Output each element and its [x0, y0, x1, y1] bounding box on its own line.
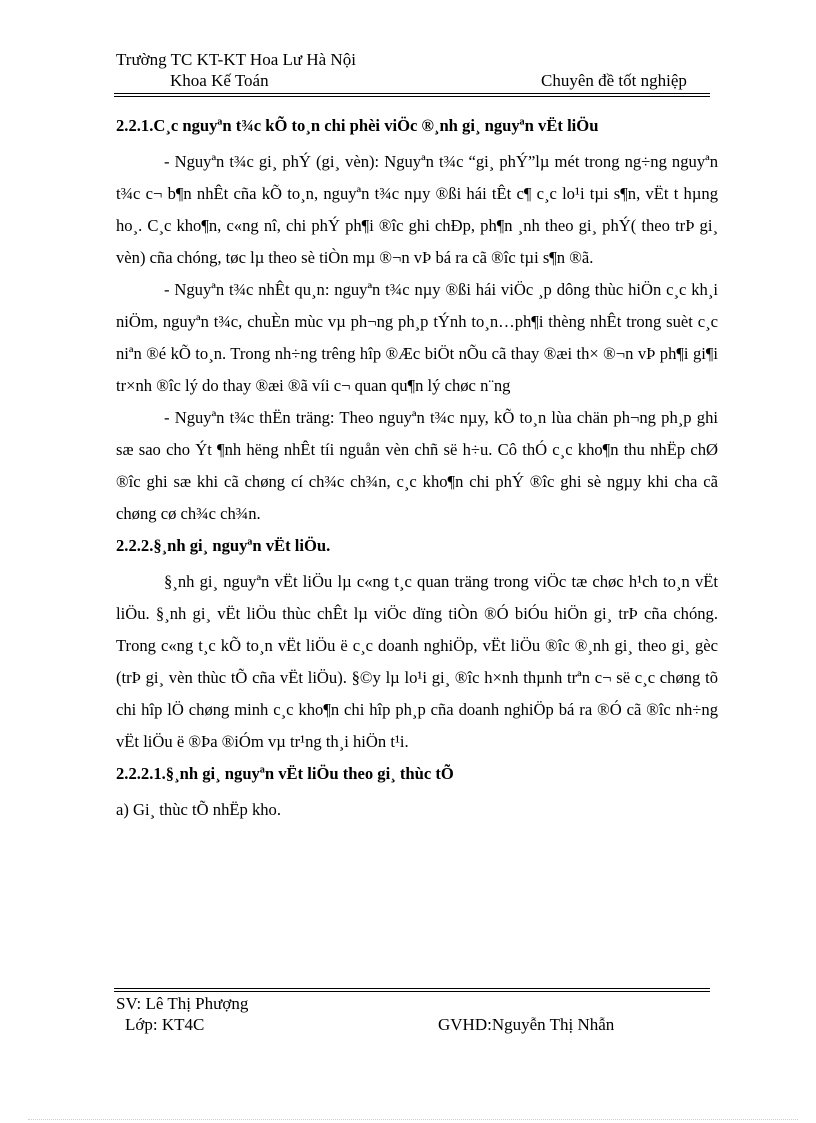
department-name: Khoa Kế Toán: [170, 71, 269, 90]
section-heading: 2.2.2.§¸nh gi¸ nguyªn vËt liÖu.: [116, 536, 331, 555]
page-body: [116, 110, 718, 826]
subsection-heading: 2.2.2.1.§¸nh gi¸ nguyªn vËt liÖu theo gi¸ thùc tÕ: [116, 764, 454, 783]
school-name: Trường TC KT-KT Hoa Lư Hà Nội: [116, 50, 356, 69]
paragraph: - Nguyªn t¾c thËn träng: Theo nguyªn t¾c nµy, kÕ to¸n lùa chän ph¬ng ph¸p ghi sæ sao cho Ýt ¶nh hëng nhÊt tíi nguån vèn chñ së h÷u. Cô thÓ c¸c kho¶n thu nhËp chØ ®îc ghi sæ khi cã chøng cí ch¾c ch¾n, c¸c kho¶n chi phÝ ®îc ghi sè ngµy khi cha cã chøng cø ch¾c ch¾n.: [116, 408, 718, 523]
paragraph: §¸nh gi¸ nguyªn vËt liÖu lµ c«ng t¸c quan träng trong viÖc tæ chøc h¹ch to¸n vËt liÖu. §¸nh gi¸ vËt liÖu thùc chÊt lµ viÖc dïng tiÒn ®Ó biÓu hiÖn gi¸ trÞ cña chóng. Trong c«ng t¸c kÕ to¸n vËt liÖu ë c¸c doanh nghiÖp, vËt liÖu ®îc ®¸nh gi¸ theo gi¸ gèc (trÞ gi¸ vèn thùc tÕ cña vËt liÖu). §©y lµ lo¹i gi¸ ®îc h×nh thµnh trªn c¬ së c¸c chøng tõ chi hîp lÖ chøng minh c¸c kho¶n chi hîp ph¸p cña doanh nghiÖp bá ra ®Ó cã ®îc nh÷ng vËt liÖu ë ®Þa ®iÓm vµ tr¹ng th¸i hiÖn t¹i.: [116, 572, 718, 751]
list-item: a) Gi¸ thùc tÕ nhËp kho.: [116, 800, 281, 819]
header-rule: [114, 93, 710, 97]
paragraph: - Nguyªn t¾c gi¸ phÝ (gi¸ vèn): Nguyªn t¾c “gi¸ phÝ”lµ mét trong ng÷ng nguyªn t¾c c¬ b¶n nhÊt cña kÕ to¸n, nguyªn t¾c nµy ®ßi hái tÊt c¶ c¸c lo¹i tµi s¶n, vËt t hµng ho¸. C¸c kho¶n, c«ng nî, chi phÝ ph¶i ®îc ghi chÐp, ph¶n ¸nh theo gi¸ phÝ( theo trÞ gi¸ vèn) cña chóng, tøc lµ theo sè tiÒn mµ ®¬n vÞ bá ra cã ®îc tµi s¶n ®ã.: [116, 152, 718, 267]
document-type: Chuyên đề tốt nghiệp: [541, 71, 687, 90]
paragraph: - Nguyªn t¾c nhÊt qu¸n: nguyªn t¾c nµy ®ßi hái viÖc ¸p dông thùc hiÖn c¸c kh¸i niÖm, nguyªn t¾c, chuÈn mùc vµ ph¬ng ph¸p tÝnh to¸n…ph¶i thèng nhÊt trong suèt c¸c niªn ®é kÕ to¸n. Trong nh÷ng trêng hîp ®Æc biÖt nÕu cã thay ®æi th× ®¬n vÞ ph¶i gi¶i tr×nh ®îc lý do thay ®æi ®ã víi c¬ quan qu¶n lý chøc n¨ng: [116, 280, 718, 395]
student-name: SV: Lê Thị Phượng: [116, 994, 249, 1013]
class-name: Lớp: KT4C: [125, 1015, 205, 1034]
advisor-name: GVHD:Nguyễn Thị Nhẫn: [438, 1015, 615, 1034]
footer-rule: [114, 988, 710, 992]
page-edge-divider: [28, 1119, 798, 1120]
section-heading: 2.2.1.C¸c nguyªn t¾c kÕ to¸n chi phèi viÖc ®¸nh gi¸ nguyªn vËt liÖu: [116, 116, 599, 135]
